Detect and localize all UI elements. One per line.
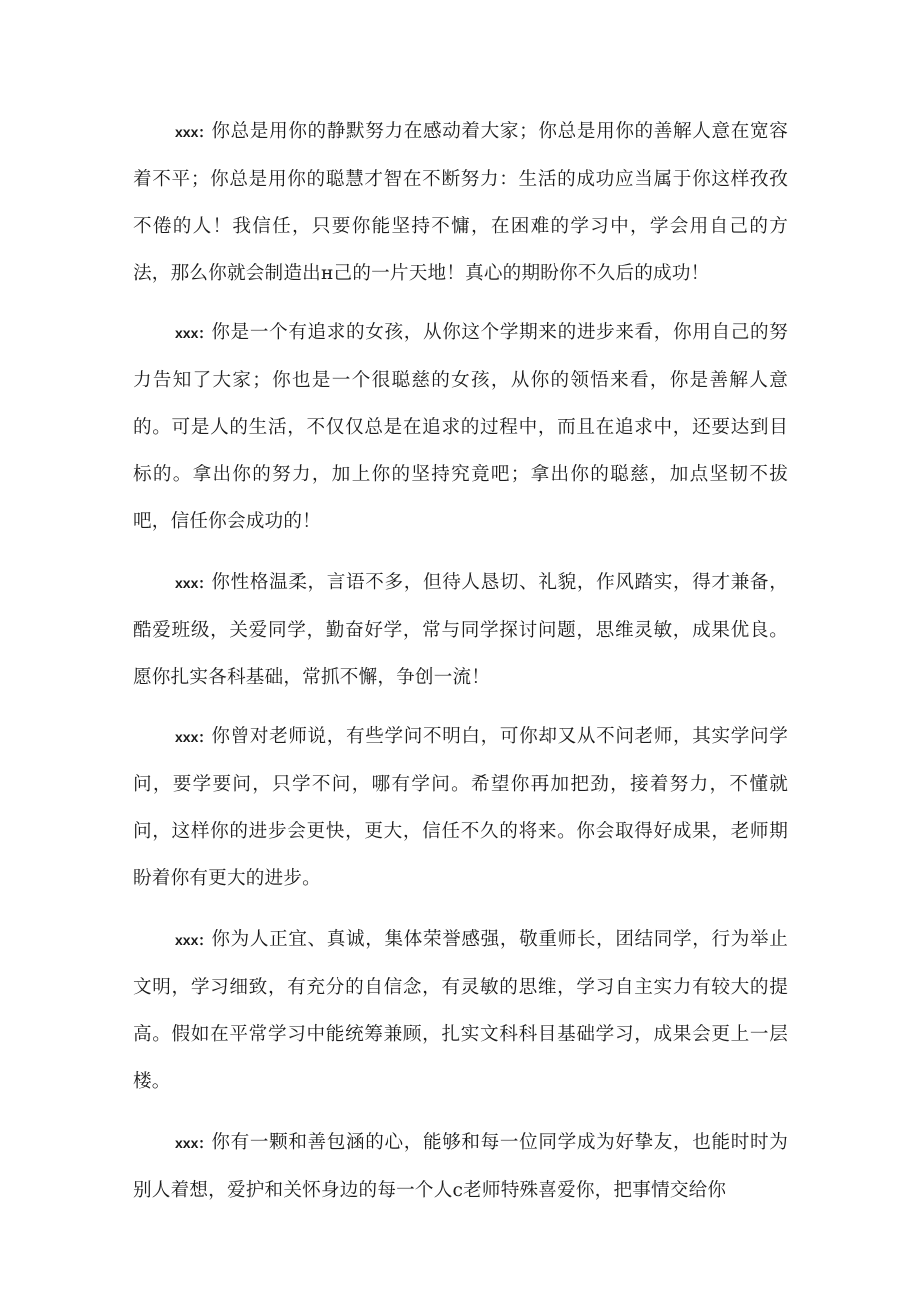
comment-paragraph (133, 309, 788, 545)
comment-text: : 你为人正宜、真诚，集体荣誉感强，敬重师长，团结同学，行为举止文明，学习细致，有充分的自信念，有灵敏的思维，学习自主实力有较大的提高。假如在平常学习中能统筹兼顾，扎实文科科目基础学习，成果会更上一层楼。 (133, 929, 788, 1092)
student-name: xxx (175, 575, 199, 591)
student-name: xxx (175, 1135, 199, 1151)
comment-paragraph (133, 108, 788, 297)
document-body (133, 108, 788, 1214)
student-name: xxx (175, 932, 199, 948)
comment-text: : 你曾对老师说，有些学问不明白，可你却又从不问老师，其实学问学问，要学要问，只学不问，哪有学问。希望你再加把劲，接着努力，不懂就问，这样你的进步会更快，更大，信任不久的将来。你会取得好成果，老师期盼着你有更大的进步。 (133, 726, 788, 889)
student-name: xxx (175, 325, 199, 341)
comment-paragraph (133, 713, 788, 902)
comment-text: : 你性格温柔，言语不多，但待人恳切、礼貌，作风踏实，得才兼备，酷爱班级，关爱同学，勤奋好学，常与同学探讨问题，思维灵敏，成果优良。愿你扎实各科基础，常抓不懈，争创一流！ (133, 572, 788, 688)
comment-paragraph (133, 916, 788, 1105)
comment-paragraph (133, 559, 788, 701)
comment-text: : 你有一颗和善包涵的心，能够和每一位同学成为好挚友，也能时时为别人着想，爱护和关怀身边的每一个人c老师特殊喜爱你，把事情交给你 (133, 1132, 788, 1201)
comment-text: : 你是一个有追求的女孩，从你这个学期来的进步来看，你用自己的努力告知了大家；你也是一个很聪慈的女孩，从你的领悟来看，你是善解人意的。可是人的生活，不仅仅总是在追求的过程中，而且在追求中，还要达到目标的。拿出你的努力，加上你的坚持究竟吧；拿出你的聪慈，加点坚韧不拔吧，信任你会成功的！ (133, 322, 788, 532)
comment-paragraph (133, 1119, 788, 1214)
comment-text: : 你总是用你的静默努力在感动着大家；你总是用你的善解人意在宽容着不平；你总是用你的聪慧才智在不断努力：生活的成功应当属于你这样孜孜不倦的人！我信任，只要你能坚持不慵，在困难的学习中，学会用自己的方法，那么你就会制造出н己的一片天地！真心的期盼你不久后的成功！ (133, 121, 788, 284)
student-name: xxx (175, 124, 199, 140)
student-name: xxx (175, 729, 199, 745)
